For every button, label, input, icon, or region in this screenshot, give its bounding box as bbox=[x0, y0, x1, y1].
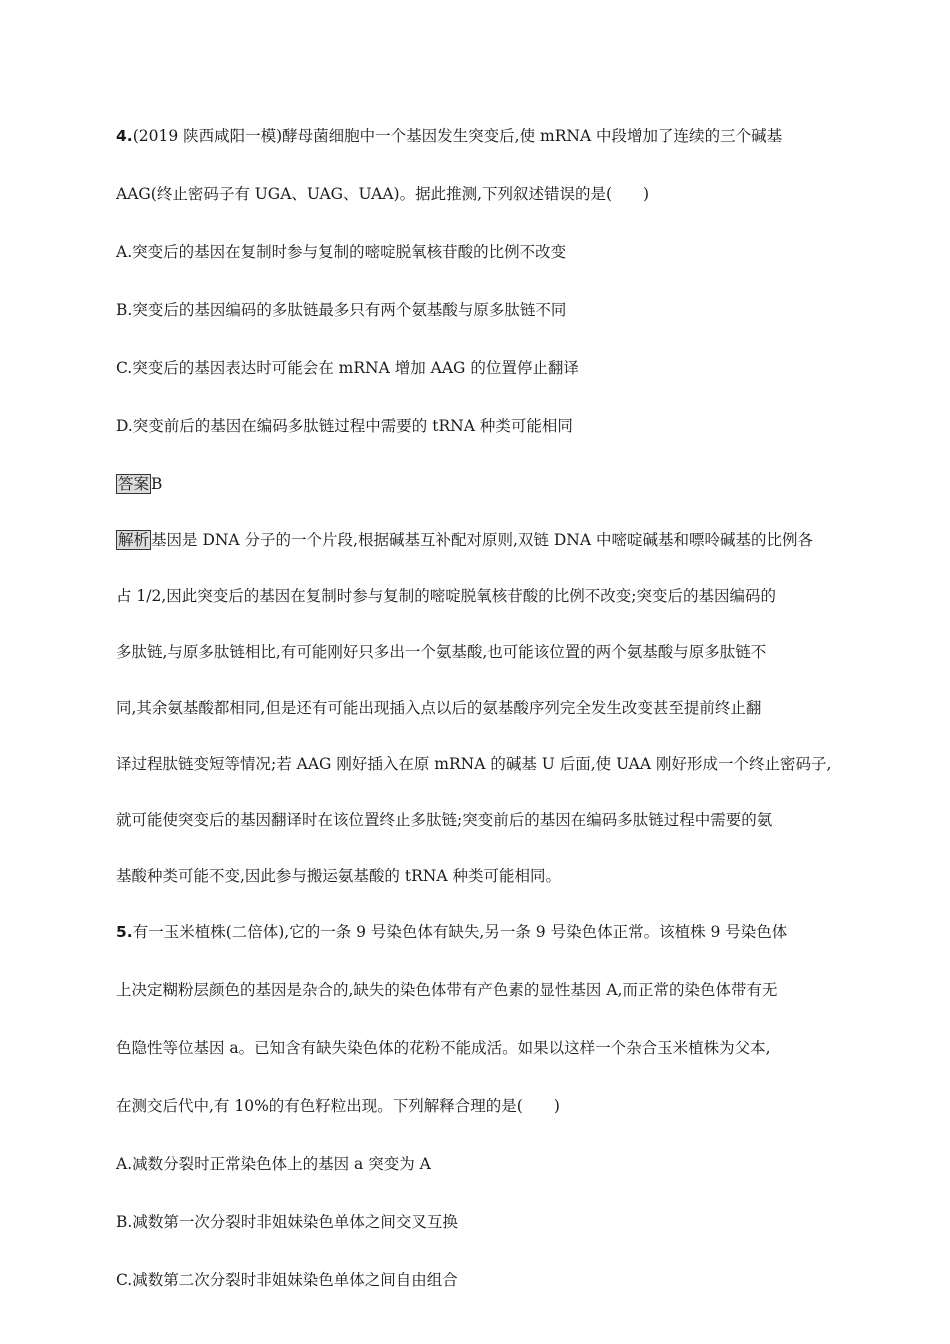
question-5-text-1: 有一玉米植株(二倍体),它的一条 9 号染色体有缺失,另一条 9 号染色体正常。该植株 9 号染色体 bbox=[132, 923, 788, 941]
answer-tag: 答案 bbox=[118, 475, 150, 493]
question-5-option-b: B.减数第一次分裂时非姐妹染色单体之间交叉互换 bbox=[116, 1213, 458, 1231]
question-4-option-b: B.突变后的基因编码的多肽链最多只有两个氨基酸与原多肽链不同 bbox=[116, 301, 567, 319]
question-5-option-c: C.减数第二次分裂时非姐妹染色单体之间自由组合 bbox=[116, 1271, 458, 1289]
question-4-text-1: (2019 陕西咸阳一模)酵母菌细胞中一个基因发生突变后,使 mRNA 中段增加了连续的三个碱基 bbox=[132, 127, 783, 145]
question-5-line-3: 色隐性等位基因 a。已知含有缺失染色体的花粉不能成活。如果以这样一个杂合玉米植株为父本, bbox=[116, 1039, 771, 1057]
question-4-line-2: AAG(终止密码子有 UGA、UAG、UAA)。据此推测,下列叙述错误的是( ) bbox=[116, 185, 650, 203]
question-5-line-1 bbox=[116, 922, 838, 942]
analysis-line-2: 占 1/2,因此突变后的基因在复制时参与复制的嘧啶脱氧核苷酸的比例不改变;突变后的基因编码的 bbox=[116, 587, 777, 605]
question-5-line-2: 上决定糊粉层颜色的基因是杂合的,缺失的染色体带有产色素的显性基因 A,而正常的染色体带有无 bbox=[116, 981, 778, 999]
answer-value: B bbox=[151, 475, 163, 493]
analysis-line-1 bbox=[116, 530, 838, 550]
analysis-tag: 解析 bbox=[118, 531, 150, 549]
question-4-line-1 bbox=[116, 126, 838, 146]
document-page bbox=[116, 126, 838, 1328]
analysis-line-6: 就可能使突变后的基因翻译时在该位置终止多肽链;突变前后的基因在编码多肽链过程中需要的氨 bbox=[116, 811, 773, 829]
question-4-option-d: D.突变前后的基因在编码多肽链过程中需要的 tRNA 种类可能相同 bbox=[116, 417, 573, 435]
question-4-number: 4. bbox=[116, 127, 133, 145]
analysis-text-1: 基因是 DNA 分子的一个片段,根据碱基互补配对原则,双链 DNA 中嘧啶碱基和嘌呤碱基的比例各 bbox=[151, 531, 813, 549]
question-4-option-c: C.突变后的基因表达时可能会在 mRNA 增加 AAG 的位置停止翻译 bbox=[116, 359, 579, 377]
analysis-line-4: 同,其余氨基酸都相同,但是还有可能出现插入点以后的氨基酸序列完全发生改变甚至提前终止翻 bbox=[116, 699, 762, 717]
question-4-answer bbox=[116, 474, 838, 494]
analysis-line-5: 译过程肽链变短等情况;若 AAG 刚好插入在原 mRNA 的碱基 U 后面,使 UAA 刚好形成一个终止密码子, bbox=[116, 755, 832, 773]
question-4 bbox=[116, 126, 838, 886]
analysis-line-3: 多肽链,与原多肽链相比,有可能刚好只多出一个氨基酸,也可能该位置的两个氨基酸与原多肽链不 bbox=[116, 643, 767, 661]
question-5-option-a: A.减数分裂时正常染色体上的基因 a 突变为 A bbox=[116, 1155, 431, 1173]
analysis-line-7: 基酸种类可能不变,因此参与搬运氨基酸的 tRNA 种类可能相同。 bbox=[116, 867, 561, 885]
question-5-number: 5. bbox=[116, 923, 133, 941]
question-4-analysis bbox=[116, 530, 838, 886]
question-5 bbox=[116, 922, 838, 1290]
question-4-option-a: A.突变后的基因在复制时参与复制的嘧啶脱氧核苷酸的比例不改变 bbox=[116, 243, 567, 261]
question-5-line-4: 在测交后代中,有 10%的有色籽粒出现。下列解释合理的是( ) bbox=[116, 1097, 560, 1115]
